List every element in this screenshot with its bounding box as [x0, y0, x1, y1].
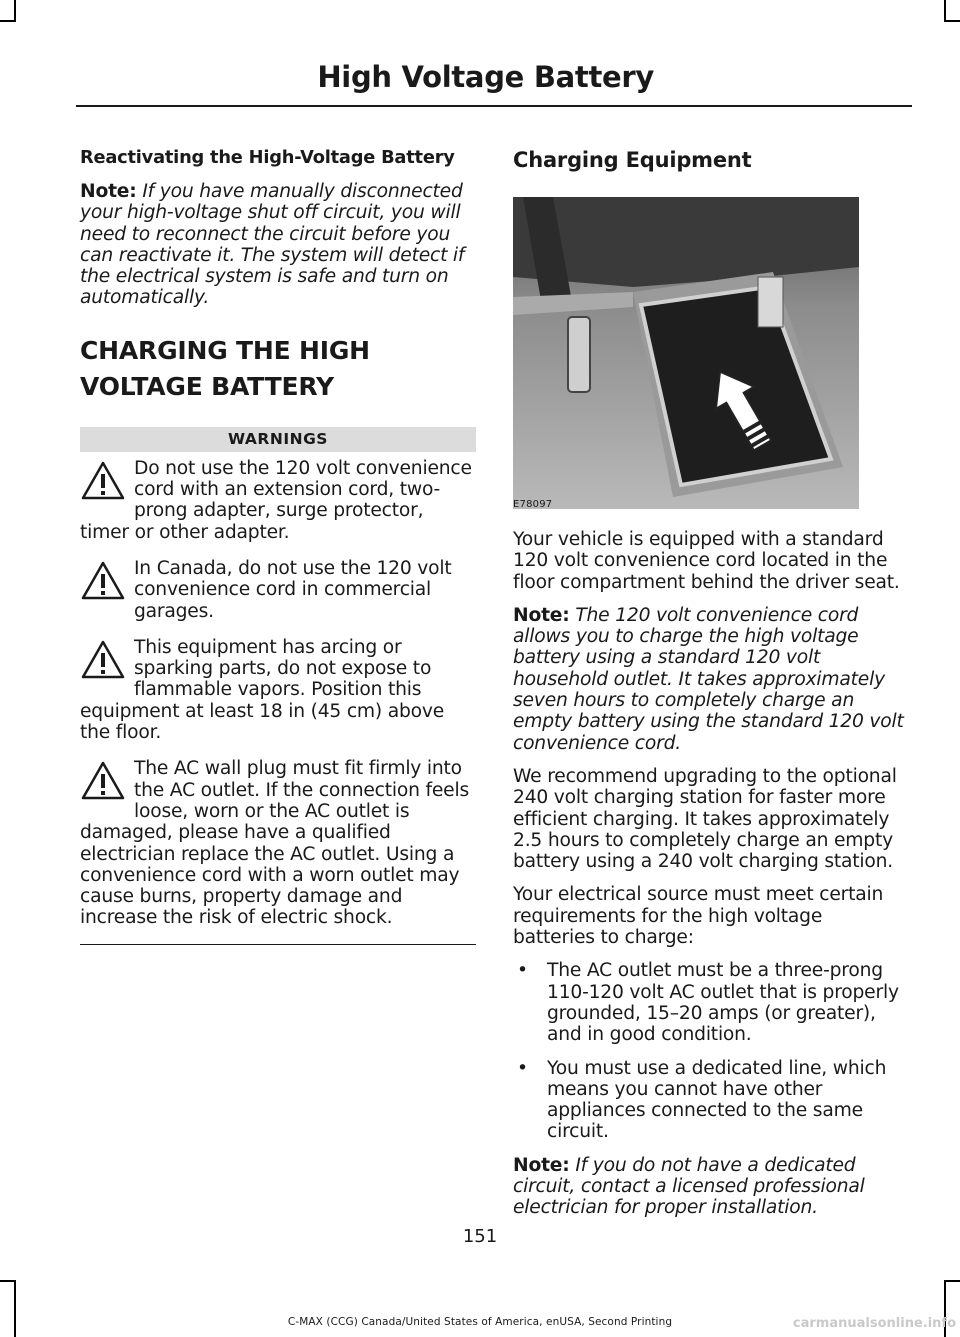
footer-text: C-MAX (CCG) Canada/United States of America, enUSA, Second Printing [287, 1316, 673, 1328]
watermark: carmanualsonline.info [792, 1316, 956, 1331]
crop-mark [944, 20, 960, 22]
warning-triangle-icon [80, 760, 126, 802]
paragraph-240-volt: We recommend upgrading to the optional 240 volt charging station for faster more efficient charging. It takes approximately 2.5 hours to completely charge an empty battery using a 240 volt charging station. [513, 765, 897, 873]
floor-compartment-illustration [513, 197, 859, 509]
note-text: If you do not have a dedicated circuit, contact a licensed professional electrician for proper installation. [513, 1154, 865, 1219]
list-item [513, 960, 909, 1045]
note-label: Note: [80, 181, 137, 202]
crop-mark [944, 1280, 960, 1282]
page-title: High Voltage Battery [317, 60, 654, 94]
requirements-list [513, 960, 909, 1142]
crop-mark [944, 0, 946, 22]
title-rule [76, 105, 912, 107]
section-heading [80, 333, 476, 405]
note-text: The 120 volt convenience cord allows you to charge the high voltage battery using a standard 120 volt household outlet. It takes approximately seven hours to completely charge an empty battery using the standard 120 volt convenience cord. [513, 604, 904, 754]
left-column [80, 145, 476, 945]
note-reactivate [80, 181, 476, 309]
warning-item [80, 558, 476, 622]
warning-triangle-icon [80, 460, 126, 502]
list-item-text: You must use a dedicated line, which means you cannot have other appliances connected to the same circuit. [547, 1057, 887, 1143]
warnings-header: WARNINGS [80, 427, 476, 452]
warning-text: In Canada, do not use the 120 volt convenience cord in commercial garages. [134, 557, 452, 622]
crop-mark [14, 1280, 16, 1337]
warning-triangle-icon [80, 560, 126, 602]
note-dedicated-circuit [513, 1155, 909, 1219]
note-120-volt [513, 605, 909, 754]
note-text: If you have manually disconnected your high-voltage shut off circuit, you will need to reconnect the circuit before you can reactivate it. The system will detect if the electrical system is safe and turn on automatically. [80, 181, 465, 309]
note-label: Note: [513, 1154, 570, 1176]
right-column [513, 145, 909, 1219]
charging-equipment-heading: Charging Equipment [513, 148, 752, 172]
warnings-end-rule [80, 944, 476, 945]
floor-compartment-photo [513, 197, 859, 509]
page-number: 151 [462, 1226, 498, 1247]
paragraph-equipped: Your vehicle is equipped with a standard 120 volt convenience cord located in the floor compartment behind the driver seat. [513, 529, 900, 593]
crop-mark [0, 20, 16, 22]
warning-item [80, 758, 476, 928]
crop-mark [14, 0, 16, 22]
image-id: E78097 [513, 499, 553, 510]
warning-text: Do not use the 120 volt convenience cord with an extension cord, two-prong adapter, surge protector, timer or other adapter. [80, 457, 472, 543]
warning-text: The AC wall plug must fit firmly into the AC outlet. If the connection feels loose, worn or the AC outlet is damaged, please have a qualified electrician replace the AC outlet. Using a convenience cord with a worn outlet may cause burns, property damage and increase the risk of electric shock. [80, 758, 469, 929]
bullet-dot: • [517, 1057, 528, 1079]
note-label: Note: [513, 604, 570, 626]
section-heading-line1: CHARGING THE HIGH [80, 335, 370, 365]
crop-mark [0, 1280, 16, 1282]
paragraph-requirements: Your electrical source must meet certain requirements for the high voltage batteries to charge: [513, 884, 884, 949]
list-item [513, 1058, 909, 1143]
warning-item [80, 637, 476, 743]
list-item-text: The AC outlet must be a three-prong 110-120 volt AC outlet that is properly grounded, 15–20 amps (or greater), and in good condition. [547, 960, 899, 1046]
warning-text: This equipment has arcing or sparking parts, do not expose to flammable vapors. Position this equipment at least 18 in (45 cm) above the floor. [80, 636, 445, 744]
warning-item [80, 458, 476, 543]
warning-triangle-icon [80, 639, 126, 681]
bullet-dot: • [517, 960, 528, 982]
section-heading-line2: VOLTAGE BATTERY [80, 371, 334, 401]
subheading-reactivating: Reactivating the High-Voltage Battery [80, 147, 455, 168]
